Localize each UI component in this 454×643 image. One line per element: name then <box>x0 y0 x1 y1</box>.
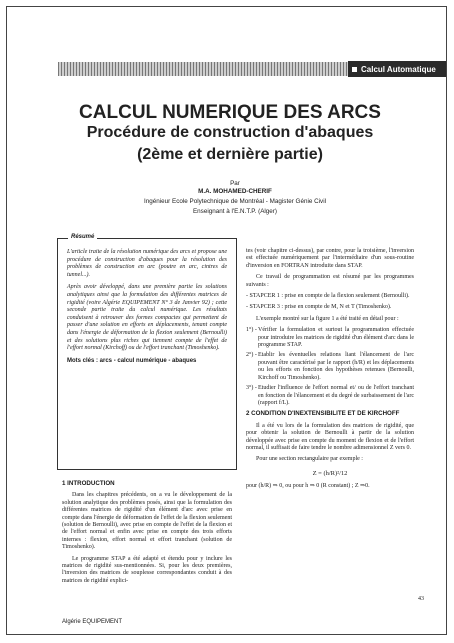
abstract-box <box>57 234 237 470</box>
abstract-paragraph-2: Après avoir développé, dans une première partie les solutions analytiques ainsi que la formulation des différentes matrices de rigidité (voire Algérie EQUIPEMENT N° 3 de Janvier 92) ; cette seconde partie traite du calcul numérique. Les résultats conduisent à retrouver des formes compactes qui permettent de passer d'une solution en efforts en déplacements, tenant compte dans l'énergie de déformation de la flexion seulement (Bernoulli) et des solutions plus riches qui tiennent compte de l'effet de l'effort normal (Kirchoff) ou de l'effort tranchant (Timoshenko). <box>67 284 227 352</box>
formula: Z = (h/R)²/12 <box>312 469 348 477</box>
example-paragraph: L'exemple montré sur la figure 1 a été traité en détail pour : <box>256 315 399 322</box>
section-heading-kirchoff: 2 CONDITION D'INEXTENSIBILITE ET DE KIRCHOFF <box>246 410 400 418</box>
title-line-1: CALCUL NUMERIQUE DES ARCS <box>79 102 381 123</box>
byline-par: Par <box>230 180 240 187</box>
section-tab <box>348 61 446 77</box>
intro-paragraph-1: Dans les chapitres précédents, on a vu le développement de la solution analytique des problèmes posés, ainsi que la formulation des différentes matrices de rigidité d'un élément d'arc avec prise en compte dans l'énergie de déformation de l'effet de la flexion seulement (solution de Bernoulli), avec prise en compte de l'effet de la flexion et de l'effort normal et enfin avec prise en compte des trois efforts internes : flexion, effort normal et effort tranchant (solution de Timoshenko). <box>62 492 232 551</box>
intro-paragraph-2: Le programme STAP a été adapté et étendu pour y inclure les matrices de rigidité sus-mentionnées. Si, pour les deux premières, l'inversion des matrices de souplesse correspondantes conduit à des matrices de rigidité explici- <box>62 555 232 584</box>
left-column <box>62 477 232 589</box>
page-number: 43 <box>418 596 424 602</box>
author-affiliation-2: Enseignant à l'E.N.T.P. (Alger) <box>192 208 278 215</box>
keywords: Mots clés : arcs - calcul numérique - abaques <box>67 357 197 364</box>
section-heading-introduction: 1 INTRODUCTION <box>62 480 115 487</box>
square-bullet-icon <box>352 67 357 72</box>
limit-paragraph: pour (h/R) ⇒ 0, ou pour h ⇒ 0 (R constant) ; Z ⇒0. <box>246 483 370 490</box>
abstract-paragraph-1: L'article traite de la résolution numérique des arcs et propose une procédure de construction d'abaques pour la résolution des problèmes de construction en arc (poutre en arc, cintres de tunnel...). <box>67 249 227 278</box>
title-line-2: Procédure de construction d'abaques <box>86 124 374 141</box>
list-item <box>246 352 414 382</box>
author-affiliation-1: Ingénieur Ecole Polytechnique de Montréal - Magister Génie Civil <box>143 198 326 205</box>
continued-paragraph: tes (voir chapitre ci-dessus), par contre, pour la troisième, l'inversion est effectuée numériquement par l'intermédiaire d'un sous-routine d'inversion en FORTRAN introduite dans STAP. <box>246 248 414 269</box>
journal-name: Algérie EQUIPEMENT <box>62 619 123 625</box>
list-item <box>246 327 414 349</box>
list-text: Vérifier la formulation et surtout la programmation effectuée pour introduire les matrices de rigidité d'un élément d'arc dans le programme STAP. <box>258 327 414 349</box>
section-tab-label: Calcul Automatique <box>361 64 436 74</box>
abstract-title: Résumé <box>68 234 97 240</box>
list-text: Etudier l'influence de l'effort normal et/ ou de l'effort tranchant en fonction de l'élancement et du degré de surbaissement de l'arc (rapport f/L). <box>258 385 414 406</box>
section-example-paragraph: Pour une section rectangulaire par exemple : <box>256 456 363 463</box>
title-line-3: (2ème et dernière partie) <box>137 146 323 163</box>
stapcer-3-item: - STAPCER 3 : prise en compte de M, N et T (Timoshenko). <box>246 304 392 311</box>
author-name: M.A. MOHAMED-CHERIF <box>198 188 272 195</box>
stapcer-1-item: - STAPCER 1 : prise en compte de la flexion seulement (Bernoulli). <box>246 293 410 300</box>
right-column <box>246 248 414 495</box>
list-text: Etablir les éventuelles relations liant l'élancement de l'arc pouvant être caractérisé par le rapport (h/R) et les déplacements ou les efforts en fonction des hypothèses retenues (Bernoulli, Kirchoff ou Timoshenko). <box>258 352 414 381</box>
list-number: 2°) - <box>246 352 257 359</box>
list-item <box>246 385 414 407</box>
kirchoff-paragraph: Il a été vu lors de la formulation des matrices de rigidité, que pour obtenir la solution de Bernoulli à partir de la solution développée avec prise en compte du moment de flexion et de l'effort normal, il suffisait de faire tendre le nombre adimensionnel Z vers 0. <box>246 422 414 451</box>
list-number: 1°) - <box>246 327 257 334</box>
list-number: 3°) - <box>246 385 257 392</box>
programs-intro: Ce travail de programmation est résumé par les programmes suivants : <box>246 274 414 288</box>
